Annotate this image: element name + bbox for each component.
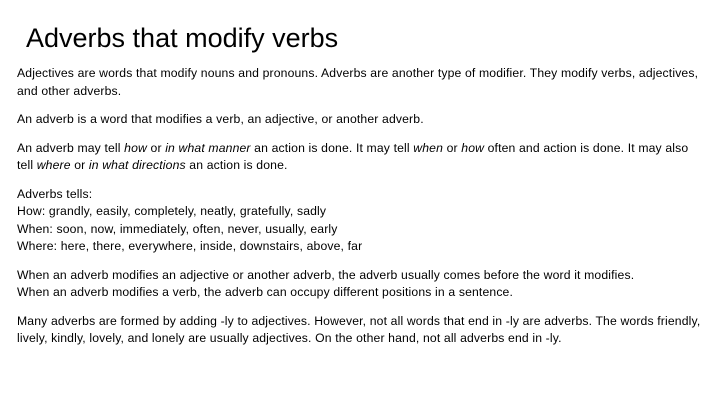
position-line-1: When an adverb modifies an adjective or another adverb, the adverb usually comes before the word it modifies.: [17, 267, 635, 282]
paragraph-adverb-definition: An adverb is a word that modifies a verb, an adjective, or another adverb.: [17, 112, 424, 126]
paragraph-adjectives-intro: Adjectives are words that modify nouns and pronouns. Adverbs are another type of modifier. They modify verbs, adjectives, and other adverbs.: [17, 66, 699, 98]
emphasis-in-what-manner: in what manner: [165, 140, 251, 155]
tells-when-line: When: soon, now, immediately, often, never, usually, early: [17, 221, 338, 236]
tells-how-line: How: grandly, easily, completely, neatly, gratefully, sadly: [17, 204, 327, 218]
paragraph-adverb-questions: [17, 140, 703, 175]
text-run: An adverb may tell: [17, 140, 125, 155]
emphasis-how: how: [124, 140, 147, 155]
emphasis-how-often: how: [461, 140, 485, 155]
adverbs-tells-list: [17, 186, 703, 256]
text-run: an action is done. It may tell: [250, 140, 414, 155]
position-line-2: When an adverb modifies a verb, the adverb can occupy different positions in a sentence.: [17, 285, 514, 299]
text-run: or: [146, 140, 166, 155]
emphasis-where: where: [36, 158, 71, 172]
tells-heading: Adverbs tells:: [17, 186, 93, 201]
text-run: or: [70, 158, 89, 172]
emphasis-in-what-directions: in what directions: [88, 158, 186, 172]
text-run: or: [443, 140, 462, 155]
emphasis-when: when: [413, 140, 444, 155]
text-run: an action is done.: [185, 158, 288, 172]
text-run: often and action is done. It may also tell: [17, 140, 689, 172]
slide-title: Adverbs that modify verbs: [26, 23, 339, 53]
tells-where-line: Where: here, there, everywhere, inside, downstairs, above, far: [17, 239, 363, 253]
paragraph-ly-adverbs: Many adverbs are formed by adding -ly to adjectives. However, not all words that end in -ly are adverbs. The words friendly, lively, kindly, lovely, and lonely are usually adjectives. On the other hand, not all adverbs end in -ly.: [17, 313, 701, 345]
slide-body: [17, 65, 703, 359]
paragraph-adverb-position: [17, 267, 703, 302]
